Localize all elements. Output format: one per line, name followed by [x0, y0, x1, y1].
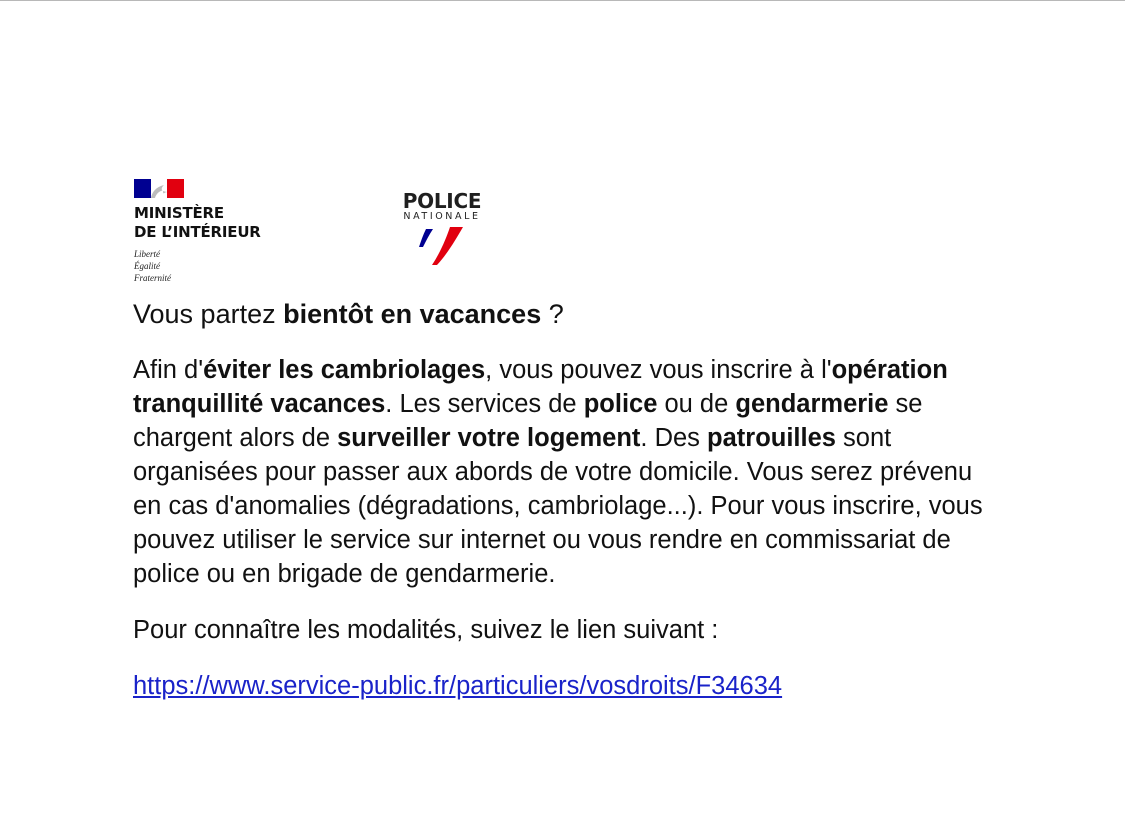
para-text-3: . Les services de — [385, 390, 584, 418]
headline-emphasis: bientôt en vacances — [283, 299, 542, 329]
headline — [133, 296, 993, 332]
ministere-name-line1: MINISTÈRE — [134, 204, 224, 222]
tricolor-stripes-icon — [416, 227, 466, 267]
headline-text-after: ? — [541, 299, 564, 329]
para-text-2: , vous pouvez vous inscrire à l' — [485, 356, 832, 384]
police-logo-subtitle: NATIONALE — [403, 211, 481, 222]
headline-text-before: Vous partez — [133, 299, 284, 329]
service-public-link[interactable]: https://www.service-public.fr/particuliers/vosdroits/F34634 — [133, 672, 783, 700]
para-bold-6: patrouilles — [707, 424, 836, 452]
marianne-flag-icon — [134, 179, 184, 198]
police-logo-title: POLICE — [402, 189, 482, 213]
ministere-name — [134, 204, 261, 242]
top-border-line — [0, 0, 1125, 1]
para-bold-1: éviter les cambriolages — [203, 356, 486, 384]
motto-fraternite: Fraternité — [134, 273, 171, 283]
para-text-4: ou de — [657, 390, 736, 418]
para-bold-3: police — [583, 390, 658, 418]
para-text-7: sont organisées pour passer aux abords de votre domicile. Vous serez prévenu en cas d'anomalies (dégradations, cambriolage...). Pour vous inscrire, vous pouvez utiliser le service sur internet ou vous rendre en commissariat de police ou en brigade de gendarmerie. — [133, 424, 983, 588]
motto-egalite: Égalité — [134, 261, 160, 271]
modalites-text: Pour connaître les modalités, suivez le lien suivant : — [133, 616, 719, 644]
info-paragraph — [133, 353, 993, 591]
para-bold-4: gendarmerie — [735, 390, 889, 418]
main-content — [133, 296, 993, 703]
republic-motto — [134, 248, 171, 284]
motto-liberte: Liberté — [134, 249, 160, 259]
link-line — [133, 669, 993, 703]
para-text-6: . Des — [640, 424, 708, 452]
para-bold-2: opération tranquillité vacances — [133, 356, 948, 418]
police-nationale-logo — [390, 190, 494, 270]
para-text-1: Afin d' — [133, 356, 204, 384]
ministere-interieur-logo — [134, 179, 304, 289]
ministere-name-line2: DE L’INTÉRIEUR — [134, 223, 261, 241]
para-text-5: se chargent alors de — [133, 390, 923, 452]
para-bold-5: surveiller votre logement — [337, 424, 641, 452]
